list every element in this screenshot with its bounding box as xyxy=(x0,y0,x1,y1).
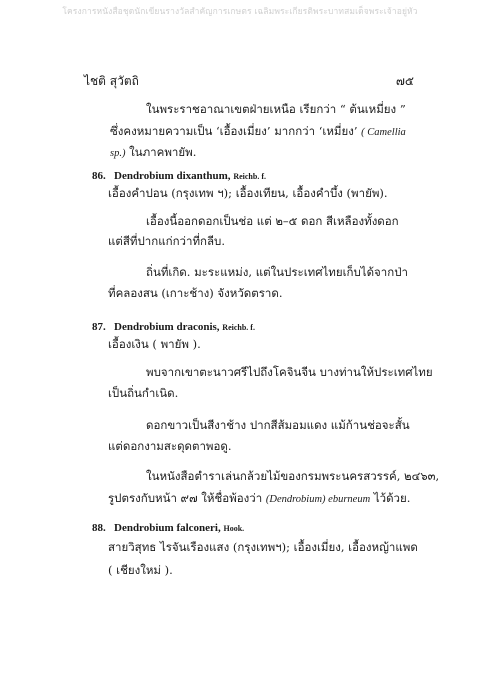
entry-86-desc-line-1: เอื้องนี้ออกดอกเป็นช่อ แต่ ๒–๕ ดอก สีเหลืองทั้งดอก xyxy=(146,214,399,228)
entry-87-reference-line-1: ในหนังสือตำราเล่นกล้วยไม้ของกรมพระนครสวรรค์, ๒๔๖๓, xyxy=(146,469,440,483)
species-authority: Reichb. f. xyxy=(222,323,255,332)
entry-86-desc-line-2: แต่สีที่ปากแก่กว่าที่กลีบ. xyxy=(108,234,225,248)
species-name: Dendrobium dixanthum, xyxy=(114,170,231,182)
page-header xyxy=(84,72,414,92)
page-number: ๗๕ xyxy=(395,74,414,88)
species-name: Dendrobium falconeri, xyxy=(114,522,221,534)
intro-line-2-latin: ( Camellia xyxy=(361,127,406,138)
species-authority: Hook. xyxy=(223,524,245,533)
entry-87-flower-line-1: ดอกขาวเป็นสีงาช้าง ปากสีส้มอมแดง แม้ก้านช่อจะสั้น xyxy=(146,418,410,432)
entry-number: 86. xyxy=(92,170,106,182)
entry-88-common-names-line-1: สายวิสุทธ ไรจันเรืองแสง (กรุงเทพฯ); เอื้องเมี่ยง, เอื้องหญ้าแพด xyxy=(108,540,418,554)
entry-86-habitat-line-1: ถิ่นที่เกิด. มะระแหม่ง, แต่ในประเทศไทยเก็บได้จากป่า xyxy=(146,265,408,279)
entry-87-range-line-2: เป็นถิ่นกำเนิด. xyxy=(108,386,179,400)
author-name: ไชติ สุวัตถิ xyxy=(84,74,139,88)
intro-line-3-latin: sp.) xyxy=(110,148,126,159)
entry-heading-87 xyxy=(92,321,255,333)
project-watermark: โครงการหนังสือชุดนักเขียนรางวัลสำคัญการเกษตร เฉลิมพระเกียรติพระบาทสมเด็จพระเจ้าอยู่หัว xyxy=(62,7,418,17)
entry-88-common-names-line-2: ( เชียงใหม่ ). xyxy=(108,563,173,577)
entry-87-common-names: เอื้องเงิน ( พายัพ ). xyxy=(108,337,201,351)
species-authority: Reichb. f. xyxy=(233,172,266,181)
entry-heading-88 xyxy=(92,522,244,534)
entry-87-range-line-1: พบจากเขาตะนาวศรีไปถึงโคจินจีน บางท่านให้ประเทศไทย xyxy=(146,365,433,379)
entry-number: 88. xyxy=(92,522,106,534)
intro-line-3-thai: ในภาคพายัพ. xyxy=(125,145,197,159)
reference-tail: ไว้ด้วย. xyxy=(370,491,411,505)
intro-line-2-thai: ซึ่งคงหมายความเป็น ‘เอื้องเมี่ยง’ มากกว่า ‘เหมี่ยง’ xyxy=(110,124,358,138)
entry-number: 87. xyxy=(92,321,106,333)
entry-87-reference-line-2 xyxy=(108,488,410,510)
entry-86-habitat-line-2: ที่คลองสน (เกาะช้าง) จังหวัดตราด. xyxy=(108,286,283,300)
entry-86-common-names: เอื้องคำปอน (กรุงเทพ ฯ); เอื้องเทียน, เอื้องคำบึ้ง (พายัพ). xyxy=(108,186,388,200)
intro-line-2 xyxy=(110,121,406,143)
intro-line-3 xyxy=(110,142,196,164)
entry-heading-86 xyxy=(92,170,266,182)
synonym-latin: (Dendrobium) eburneum xyxy=(265,494,371,505)
species-name: Dendrobium draconis, xyxy=(114,321,220,333)
reference-thai: รูปตรงกับหน้า ๙๗ ให้ชื่อพ้องว่า xyxy=(108,491,263,505)
entry-87-flower-line-2: แต่ดอกงามสะดุดตาพอดู. xyxy=(108,439,232,453)
intro-line-1: ในพระราชอาณาเขตฝ่ายเหนือ เรียกว่า “ ต้นเหมี่ยง ” xyxy=(146,102,406,116)
